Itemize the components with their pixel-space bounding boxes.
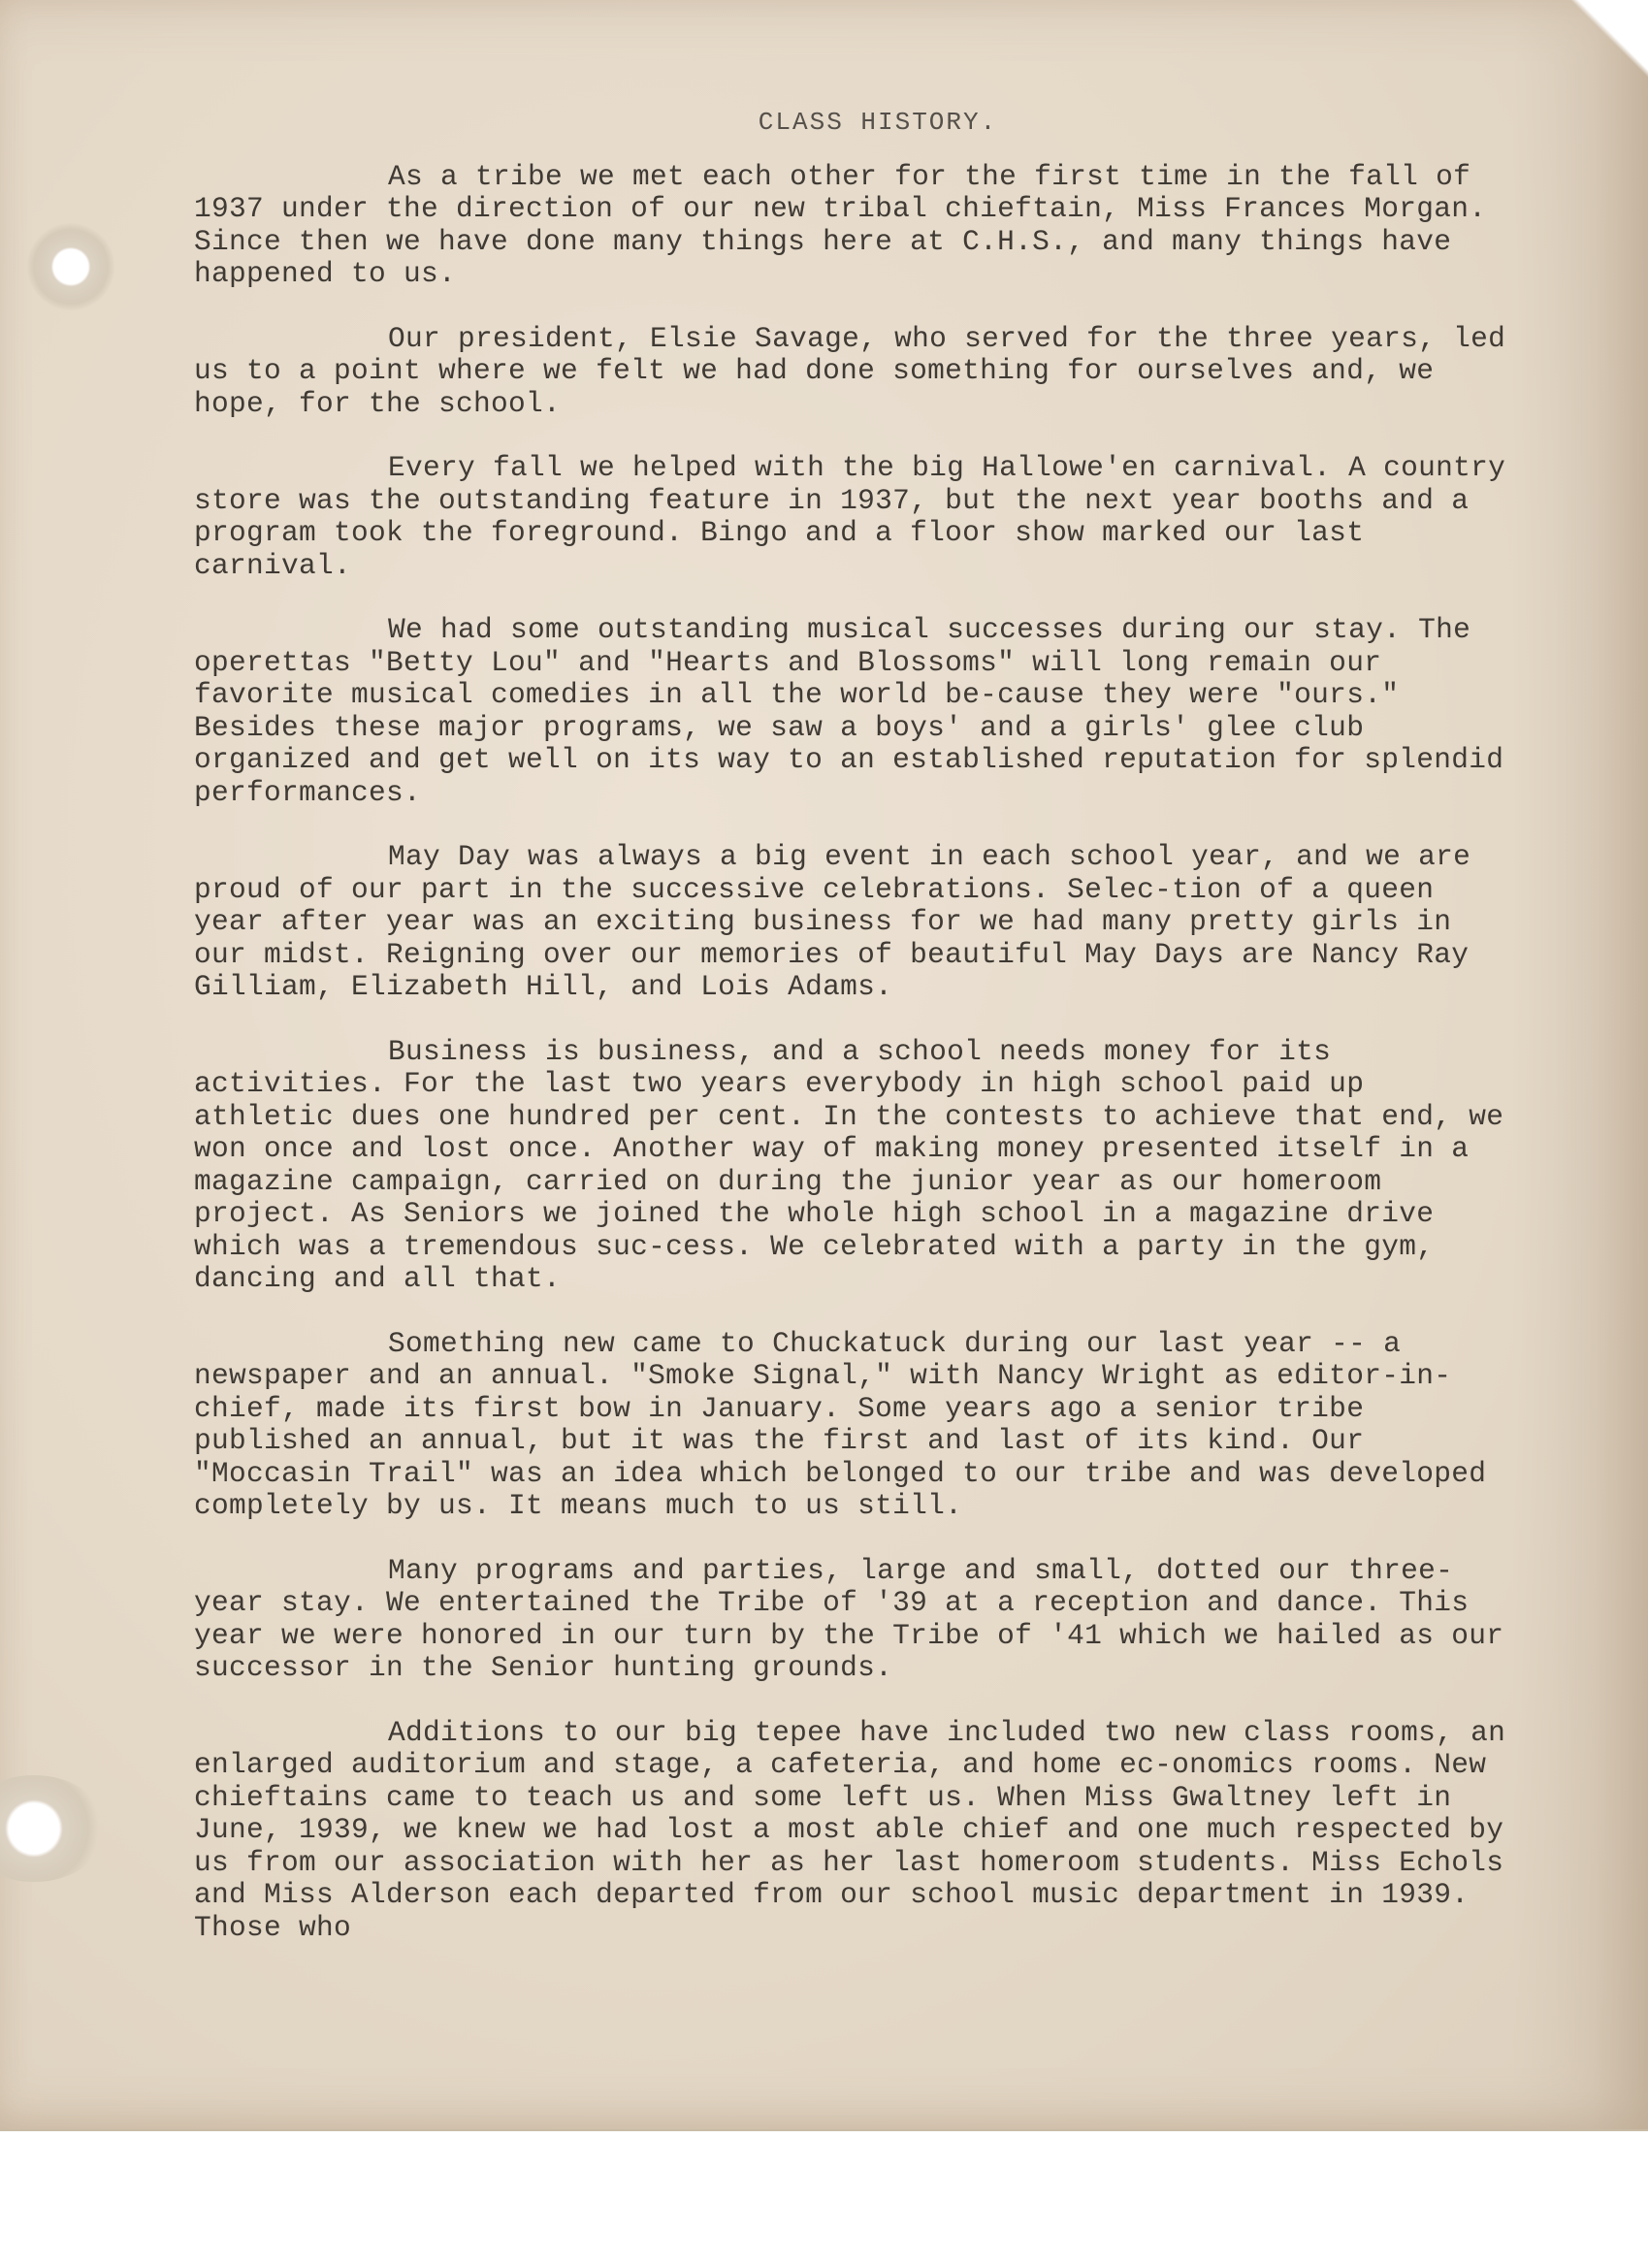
paragraph-9: Additions to our big tepee have included two new class rooms, an enlarged auditorium and stage, a cafeteria, and home ec-onomics rooms. New chieftains came to teach us and some left us. When Miss Gwaltney left in June, 1939, we knew we had lost a most able chief and one much respected by us from our association with her as her last homeroom students. Miss Echols and Miss Alderson each departed from our school music department in 1939. Those who xyxy=(194,1715,1506,1944)
paragraph-5: May Day was always a big event in each school year, and we are proud of our part in the successive celebrations. Selec-tion of a queen year after year was an exciting business for we had many pretty girls in our midst. Reigning over our memories of beautiful May Days are Nancy Ray Gilliam, Elizabeth Hill, and Lois Adams. xyxy=(194,840,1471,1003)
paragraph-4: We had some outstanding musical successes during our stay. The operettas "Betty Lou" and "Hearts and Blossoms" will long remain our favorite musical comedies in all the world be-cause they were "ours." Besides these major programs, we saw a boys' and a girls' glee club organized and get well on its way to an established reputation for splendid performances. xyxy=(194,613,1504,809)
binder-hole-top xyxy=(27,223,114,310)
paragraph-7: Something new came to Chuckatuck during our last year -- a newspaper and an annual. "Smoke Signal," with Nancy Wright as editor-in-chief, made its first bow in January. Some years ago a senior tribe published an annual, but it was the first and last of its kind. Our "Moccasin Trail" was an idea which belonged to our tribe and was developed completely by us. It means much to us still. xyxy=(194,1326,1487,1522)
paragraph-6: Business is business, and a school needs money for its activities. For the last two years everybody in high school paid up athletic dues one hundred per cent. In the contests to achieve that end, we won once and lost once. Another way of making money presented itself in a magazine campaign, carried on during the junior year as our homeroom project. As Seniors we joined the whole high school in a magazine drive which was a tremendous suc-cess. We celebrated with a party in the gym, dancing and all that. xyxy=(194,1034,1504,1295)
paragraph-2: Our president, Elsie Savage, who served for the three years, led us to a point where we felt we had done something for ourselves and, we hope, for the school. xyxy=(194,321,1506,420)
binder-hole-bottom xyxy=(0,1775,107,1882)
page-title: CLASS HISTORY. xyxy=(758,108,998,137)
page-curl-shading xyxy=(1512,0,1648,2129)
torn-corner xyxy=(1570,0,1648,78)
paragraph-3: Every fall we helped with the big Hallowe'en carnival. A country store was the outstanding feature in 1937, but the next year booths and a program took the foreground. Bingo and a floor show marked our last carnival. xyxy=(194,451,1506,582)
paragraph-1: As a tribe we met each other for the first time in the fall of 1937 under the direction of our new tribal chieftain, Miss Frances Morgan. Since then we have done many things here at C.H.S., and many things have happened to us. xyxy=(194,159,1487,290)
paragraph-8: Many programs and parties, large and small, dotted our three-year stay. We entertained the Tribe of '39 at a reception and dance. This year we were honored in our turn by the Tribe of '41 which we hailed as our successor in the Senior hunting grounds. xyxy=(194,1553,1504,1684)
typewritten-text xyxy=(194,107,1513,1976)
